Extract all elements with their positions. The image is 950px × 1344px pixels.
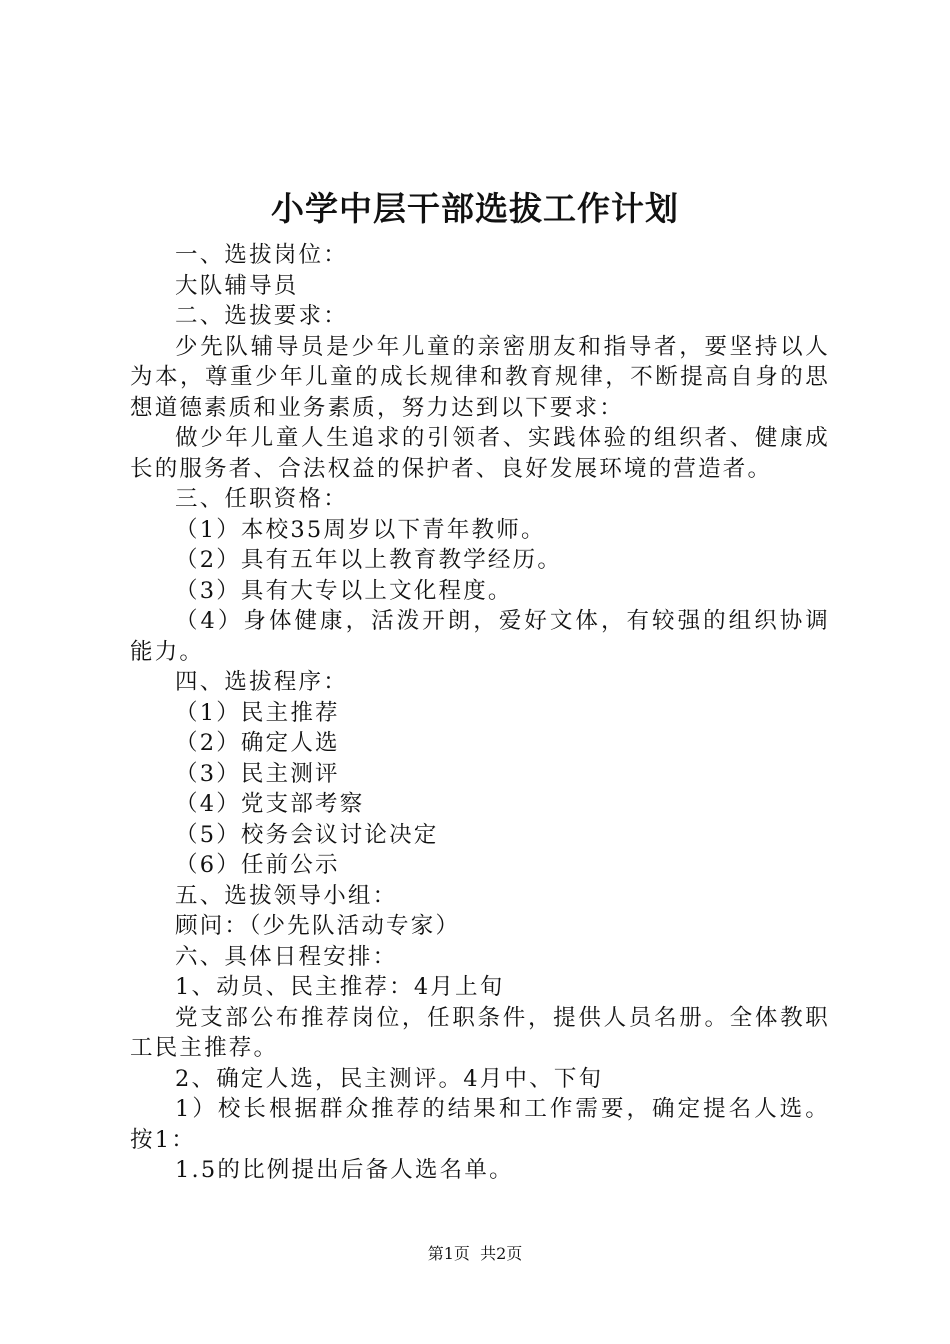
list-item: （4）党支部考察 — [175, 791, 365, 817]
list-item: （4）身体健康，活泼开朗，爱好文体，有较强的组织协调能力。 — [130, 608, 830, 665]
paragraph: 做少年儿童人生追求的引领者、实践体验的组织者、健康成长的服务者、合法权益的保护者、良好发展环境的营造者。 — [130, 425, 830, 482]
section-heading: 三、任职资格： — [175, 486, 348, 512]
page-footer: 第1页 共2页 — [427, 1244, 523, 1263]
paragraph: 1、动员、民主推荐：4月上旬 — [175, 974, 505, 1000]
paragraph: 党支部公布推荐岗位，任职条件，提供人员名册。全体教职工民主推荐。 — [130, 1004, 830, 1061]
section-heading: 五、选拔领导小组： — [175, 882, 398, 909]
paragraph: 少先队辅导员是少年儿童的亲密朋友和指导者，要坚持以人为本，尊重少年儿童的成长规律和教育规律，不断提高自身的思想道德素质和业务素质，努力达到以下要求： — [130, 333, 830, 421]
list-item: （1）民主推荐 — [175, 699, 340, 726]
paragraph: 顾问：（少先队活动专家） — [175, 913, 461, 939]
section-heading: 一、选拔岗位： — [175, 242, 348, 268]
section-heading: 四、选拔程序： — [175, 669, 348, 695]
section-heading: 二、选拔要求： — [175, 303, 348, 329]
list-item: （3）具有大专以上文化程度。 — [175, 577, 513, 604]
list-item: （5）校务会议讨论决定 — [175, 821, 439, 848]
list-item: （6）任前公示 — [175, 852, 340, 878]
paragraph: 2、确定人选，民主测评。4月中、下旬 — [175, 1065, 604, 1092]
paragraph: 1.5的比例提出后备人选名单。 — [175, 1157, 514, 1183]
list-item: （2）具有五年以上教育教学经历。 — [175, 547, 563, 573]
list-item: （1）本校35周岁以下青年教师。 — [175, 516, 546, 543]
list-item: （2）确定人选 — [175, 730, 340, 756]
section-heading: 六、具体日程安排： — [175, 943, 398, 970]
document-title: 小学中层干部选拔工作计划 — [271, 189, 679, 228]
document-body — [130, 240, 830, 1186]
list-item: （3）民主测评 — [175, 760, 340, 787]
paragraph: 1）校长根据群众推荐的结果和工作需要，确定提名人选。按1： — [130, 1096, 830, 1153]
paragraph: 大队辅导员 — [175, 272, 299, 299]
